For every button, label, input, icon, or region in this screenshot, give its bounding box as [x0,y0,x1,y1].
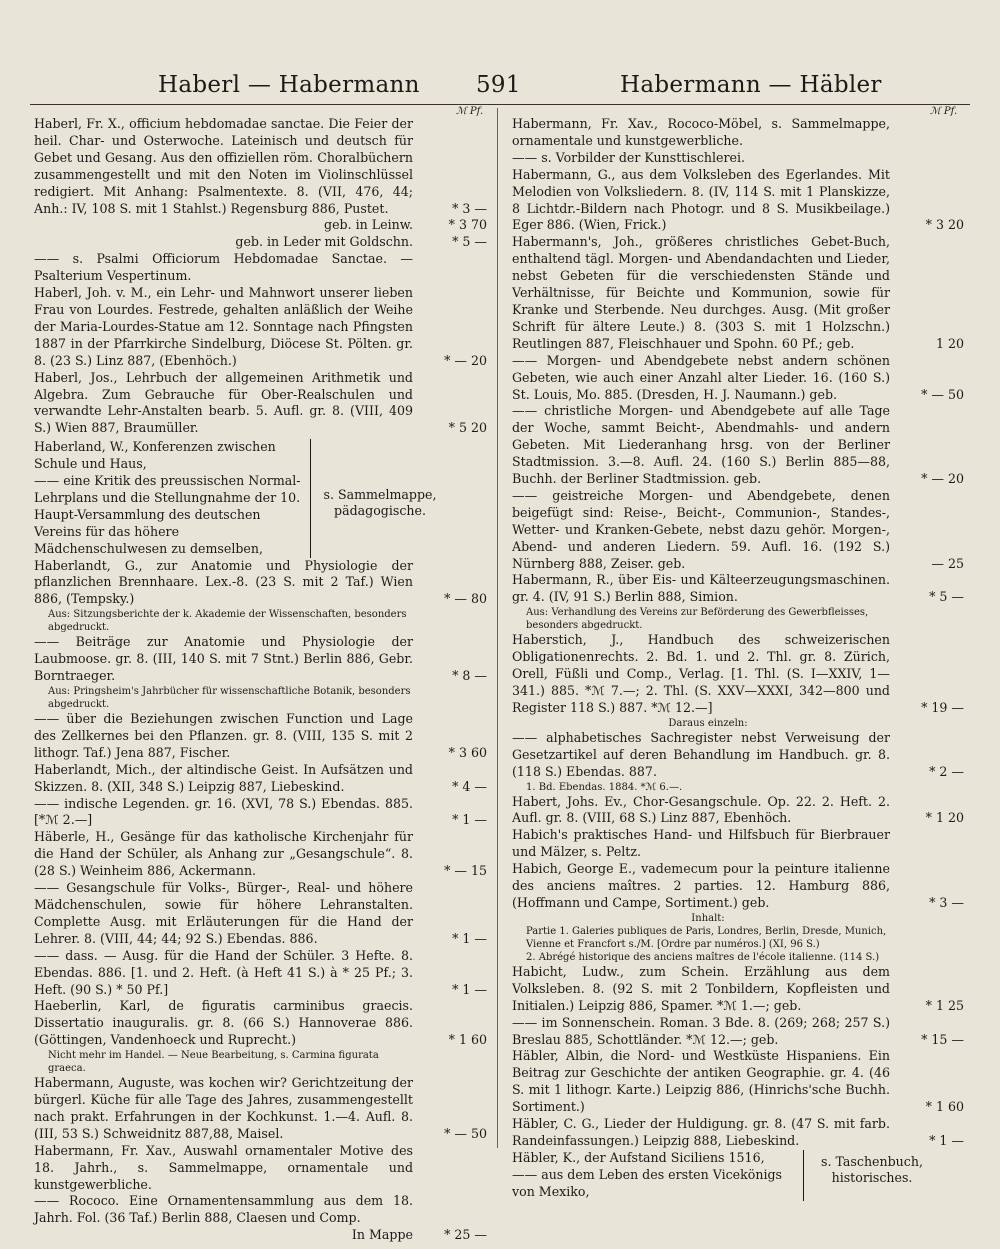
entry-text: Habicht, Ludw., zum Schein. Erzählung aus dem Volksleben. 8. (92 S. mit 2 Tonbildern, Kopfleisten und Initialen.) Leipzig 886, Spamer. *ℳ 1.—; geb. [512,963,890,1013]
catalog-entry [512,632,966,717]
catalog-entry [512,861,966,912]
entry-price: 1 20 [935,335,964,351]
catalog-entry [34,116,489,217]
catalog-entry [34,998,489,1049]
catalog-entry [512,403,966,488]
catalog-entry [512,1015,966,1049]
entry-price: * 2 — [929,763,964,779]
brace-reference: s. Taschenbuch, historisches. [821,1153,923,1185]
entry-text: Habermann's, Joh., größeres christliches Gebet-Buch, enthaltend tägl. Morgen- und Abendandachten und Lieder, nebst Gebeten für die verschiedensten Stände und Verhältnisse, für Beichte und Kommunion, sowie für Kranke und Sterbende. Neu durchges. Ausg. (Mit großer Schrift für ältere Leute.) 8. (303 S. mit 1 Holzschn.) Reutlingen 887, Fleischhauer und Spohn. 60 Pf.; geb. [512,234,890,351]
entry-text: Haberl, Fr. X., officium hebdomadae sanctae. Die Feier der heil. Char- und Osterwoche. Lateinisch und deutsch für Gebet und Gesang. Aus den offiziellen röm. Choralbüchern zusammengestellt und mit den Noten im Violinschlüssel redigiert. Mit Anhang: Psalmentexte. 8. (VII, 476, 44; Anh.: IV, 108 S. mit 1 Stahlst.) Regensburg 886, Pustet. [34,116,413,216]
entry-text: Haberlandt, G., zur Anatomie und Physiologie der pflanzlichen Brennhaare. Lex.-8. (23 S. mit 2 Taf.) Wien 886, (Tempsky.) [34,557,413,607]
catalog-entry [512,353,966,404]
entry-price: * 3 — [452,200,487,216]
entry-text: Haberl, Jos., Lehrbuch der allgemeinen Arithmetik und Algebra. Zum Gebrauche für Ober-Realschulen und verwandte Lehr-Anstalten bearb. 5. Aufl. gr. 8. (VIII, 409 S.) Wien 887, Braumüller. [34,369,413,436]
catalog-entry [512,794,966,828]
entry-price: * 5 — [452,234,487,250]
entry-text: —— christliche Morgen- und Abendgebete auf alle Tage der Woche, sammt Beicht-, Abendmahls- und andern Gebeten. Mit Liederanhang hrsg. von der Berliner Stadtmission. 3.—8. Aufl. 24. (160 S.) Berlin 885—88, Buchh. der Berliner Stadtmission. geb. [512,403,890,487]
catalog-note: Daraus einzeln: [668,717,748,729]
entry-price: * 1 — [452,930,487,946]
entry-text: —— s. Psalmi Officiorum Hebdomadae Sanctae. — Psalterium Vespertinum. [34,251,413,284]
entry-price: * — 80 [444,591,487,607]
entry-price: * 8 — [452,668,487,684]
catalog-entry [34,217,489,234]
catalog-entry [512,150,966,167]
catalog-entry [512,964,966,1015]
entry-price: * 5 — [929,589,964,605]
entry-text: Habermann, R., über Eis- und Kälteerzeugungsmaschinen. gr. 4. (IV, 91 S.) Berlin 888, Simion. [512,572,890,605]
entry-price: * 1 — [452,812,487,828]
catalog-entry [512,167,966,235]
catalog-note: Nicht mehr im Handel. — Neue Bearbeitung, s. Carmina figurata graeca. [48,1050,379,1075]
entry-text: Haeberlin, Karl, de figuratis carminibus graecis. Dissertatio inauguralis. gr. 8. (66 S.) Hannoverae 886. (Göttingen, Vandenhoeck und Ruprecht.) [34,998,413,1048]
catalog-entry [512,1116,966,1150]
brace-reference: s. Sammelmappe, pädagogische. [323,487,437,519]
entry-price: * 3 — [929,894,964,910]
catalog-note: 1. Bd. Ebendas. 1884. *ℳ 6.—. [526,781,683,793]
entry-price: * — 50 [444,1125,487,1141]
entry-price: * 1 60 [925,1099,964,1115]
entry-price: * 19 — [921,699,964,715]
entry-price: * — 20 [921,471,964,487]
entry-price: * 25 — [444,1227,487,1243]
header-right: Habermann — Häbler [620,72,882,98]
catalog-entry [34,251,489,285]
entry-text: —— im Sonnenschein. Roman. 3 Bde. 8. (269; 268; 257 S.) Breslau 885, Schottländer. *ℳ 12.—; geb. [512,1014,890,1047]
left-column [34,116,489,1244]
entry-text: Häbler, Albin, die Nord- und Westküste Hispaniens. Ein Beitrag zur Geschichte der antiken Geographie. gr. 4. (46 S. mit 1 lithogr. Karte.) Leipzig 886, (Hinrichs'sche Buchh. Sortiment.) [512,1048,890,1115]
contents-heading: Inhalt: [691,912,725,924]
column-divider [497,108,498,1148]
entry-text: Häbler, C. G., Lieder der Huldigung. gr. 8. (47 S. mit farb. Randeinfassungen.) Leipzig 888, Liebeskind. [512,1116,890,1148]
entry-text: Haberl, Joh. v. M., ein Lehr- und Mahnwort unserer lieben Frau von Lourdes. Festrede, gehalten anläßlich der Weihe der Maria-Lourdes-Statue am 12. Sonntage nach Pfingsten 1887 in der Pfarrkirche Sindelburg, Diöcese St. Pölten. gr. 8. (23 S.) Linz 887, (Ebenhöch.) [34,285,413,368]
entry-price: * 1 25 [925,997,964,1013]
entry-price: * 1 20 [925,810,964,826]
entry-text: Habermann, G., aus dem Volksleben des Egerlandes. Mit Melodien von Volksliedern. 8. (IV, 114 S. mit 1 Planskizze, 8 Lichtdr.-Bildern nach Photogr. und 8 S. Musikbeilage.) Eger 886. (Wien, Frick.) [512,166,890,233]
entry-text: Häberle, H., Gesänge für das katholische Kirchenjahr für die Hand der Schüler, als Anhang zur „Gesangschule“. 8. (28 S.) Weinheim 886, Ackermann. [34,829,413,879]
entry-price: * 1 60 [448,1032,487,1048]
entry-text: Habermann, Fr. Xav., Auswahl ornamentaler Motive des 18. Jahrh., s. Sammelmappe, ornamentale und kunstgewerbliche. [34,1142,413,1192]
entry-text: —— dass. — Ausg. für die Hand der Schüler. 3 Hefte. 8. Ebendas. 886. [1. und 2. Heft. (à Heft 41 S.) à * 25 Pf.; 3. Heft. (90 S.) * 50 Pf.] [34,947,413,997]
entry-price: * — 50 [921,386,964,402]
brace-entry-haebler [512,1150,966,1201]
catalog-note: Aus: Pringsheim's Jahrbücher für wissenschaftliche Botanik, besonders abgedruckt. [48,686,411,710]
catalog-entry [34,796,489,830]
brace-entries [34,439,311,557]
right-column [512,116,966,1201]
entry-text: Habermann, Fr. Xav., Rococo-Möbel, s. Sammelmappe, ornamentale und kunstgewerbliche. [512,116,890,148]
entry-price: * — 20 [444,352,487,368]
catalog-entry [34,829,489,880]
entry-text: —— alphabetisches Sachregister nebst Verweisung der Gesetzartikel auf deren Behandlung im Handbuch. gr. 8. (118 S.) Ebendas. 887. [512,729,890,779]
catalog-entry [34,948,489,999]
entry-text: Habermann, Auguste, was kochen wir? Gerichtzeitung der bürgerl. Küche für alle Tage des Jahres, zusammengestellt nach prakt. Erfahrungen in der Kochkunst. 1.—4. Aufl. 8. (III, 53 S.) Schweidnitz 887,88, Maisel. [34,1075,413,1141]
brace-entry-text: —— eine Kritik des preussischen Normal-Lehrplans und die Stellungnahme der 10. Haupt-Versammlung des deutschen Vereins für das höhere Mädchenschulwesen zu demselben, [34,473,301,556]
contents-item: 2. Abrégé historique des anciens maîtres de l'école italienne. (114 S.) [526,951,880,963]
brace-entry-text: —— aus dem Leben des ersten Vicekönigs von Mexiko, [512,1166,783,1199]
catalog-entry [34,370,489,438]
entry-price: * 15 — [921,1031,964,1047]
entry-text: —— indische Legenden. gr. 16. (XVI, 78 S.) Ebendas. 885. [*ℳ 2.—] [34,795,413,828]
entry-text: geb. in Leder mit Goldschn. [235,234,413,250]
catalog-entry [512,730,966,781]
catalog-entry [512,116,966,150]
page-number: 591 [476,72,521,98]
brace-entry-text: Haberland, W., Konferenzen zwischen Schule und Haus, [34,439,276,472]
catalog-note: Aus: Sitzungsberichte der k. Akademie der Wissenschaften, besonders abgedruckt. [48,609,407,634]
entry-text: —— geistreiche Morgen- und Abendgebete, denen beigefügt sind: Reise-, Beicht-, Communion-, Standes-, Wetter- und Kranken-Gebete, nebst dazu gehör. Morgen-, Abend- und anderen Liedern. 59. Aufl. 16. (192 S.) Nürnberg 888, Zeiser. geb. [512,487,890,571]
entry-text: Habich's praktisches Hand- und Hilfsbuch für Bierbrauer und Mälzer, s. Peltz. [512,827,890,860]
catalog-note: Aus: Verhandlung des Vereins zur Beförderung des Gewerbfleisses, besonders abgedruckt. [526,607,869,632]
entry-price: — 25 [931,555,964,571]
catalog-entry [34,1075,489,1143]
catalog-entry [34,234,489,251]
catalog-entry [34,880,489,948]
catalog-entry [34,285,489,370]
entry-price: * 1 — [452,981,487,997]
entry-text: —— Beiträge zur Anatomie und Physiologie der Laubmoose. gr. 8. (III, 140 S. mit 7 Stnt.) Berlin 886, Gebr. Borntraeger. [34,634,413,684]
catalog-entry [512,488,966,573]
catalog-entry [512,234,966,352]
catalog-entry [34,558,489,609]
entry-price: * 3 70 [448,217,487,233]
entry-text: —— Rococo. Eine Ornamentensammlung aus dem 18. Jahrh. Fol. (36 Taf.) Berlin 888, Claesen und Comp. [34,1193,413,1226]
header-rule [30,104,970,105]
entry-text: —— Morgen- und Abendgebete nebst andern schönen Gebeten, wie auch einer Anzahl alter Lieder. 16. (160 S.) St. Louis, Mo. 885. (Dresden, H. J. Naumann.) geb. [512,352,890,402]
entry-text: geb. in Leinw. [324,217,413,233]
brace-entry-text: Häbler, K., der Aufstand Siciliens 1516, [512,1149,765,1165]
catalog-entry [34,634,489,685]
entry-text: In Mappe [351,1227,413,1243]
entry-text: —— s. Vorbilder der Kunsttischlerei. [512,149,745,165]
currency-header-right: ℳ Pf. [930,106,958,117]
currency-header-left: ℳ Pf. [456,106,484,117]
catalog-entry [34,762,489,796]
catalog-entry [34,1143,489,1194]
entry-price: * — 15 [444,863,487,879]
catalog-entry [34,1193,489,1227]
contents-item: Partie 1. Galeries publiques de Paris, Londres, Berlin, Dresde, Munich, Vienne et Francfort s./M. [Ordre par numéros.] (XI, 96 S.) [526,925,887,950]
contents-block [512,912,966,964]
brace-entry-haberland [34,439,489,557]
catalog-entry [512,572,966,606]
entry-text: Haberlandt, Mich., der altindische Geist. In Aufsätzen und Skizzen. 8. (XII, 348 S.) Leipzig 887, Liebeskind. [34,761,413,794]
entry-price: * 1 — [929,1132,964,1148]
entry-text: Haberstich, J., Handbuch des schweizerischen Obligationenrechts. 2. Bd. 1. und 2. Thl. gr. 8. Zürich, Orell, Füßli und Comp., Verlag. [1. Thl. (S. I—XXIV, 1—341.) 885. *ℳ 7.—; 2. Thl. (S. XXV—XXXI, 342—800 und Register 118 S.) 887. *ℳ 12.—] [512,632,890,715]
catalog-entry [512,827,966,861]
entry-price: * 3 20 [925,217,964,233]
entry-text: Habich, George E., vademecum pour la peinture italienne des anciens maîtres. 2 parties. 12. Hamburg 886, (Hoffmann und Campe, Sortiment.) geb. [512,861,890,910]
catalog-entry [512,1048,966,1116]
entry-text: —— Gesangschule für Volks-, Bürger-, Real- und höhere Mädchenschulen, sowie für höhere Lehranstalten. Complette Ausg. mit Erläuterungen für die Hand der Lehrer. 8. (VIII, 44; 44; 92 S.) Ebendas. 886. [34,880,413,946]
entry-price: * 3 60 [448,744,487,760]
entry-text: Habert, Johs. Ev., Chor-Gesangschule. Op. 22. 2. Heft. 2. Aufl. gr. 8. (VIII, 68 S.) Linz 887, Ebenhöch. [512,793,890,826]
header-left: Haberl — Habermann [158,72,420,98]
entry-price: * 5 20 [448,420,487,436]
catalog-entry [34,711,489,762]
catalog-entry [34,1227,489,1244]
entry-text: —— über die Beziehungen zwischen Function und Lage des Zellkernes bei den Pflanzen. gr. 8. (VIII, 135 S. mit 2 lithogr. Taf.) Jena 887, Fischer. [34,711,413,760]
brace-entries [512,1150,804,1201]
entry-price: * 4 — [452,778,487,794]
